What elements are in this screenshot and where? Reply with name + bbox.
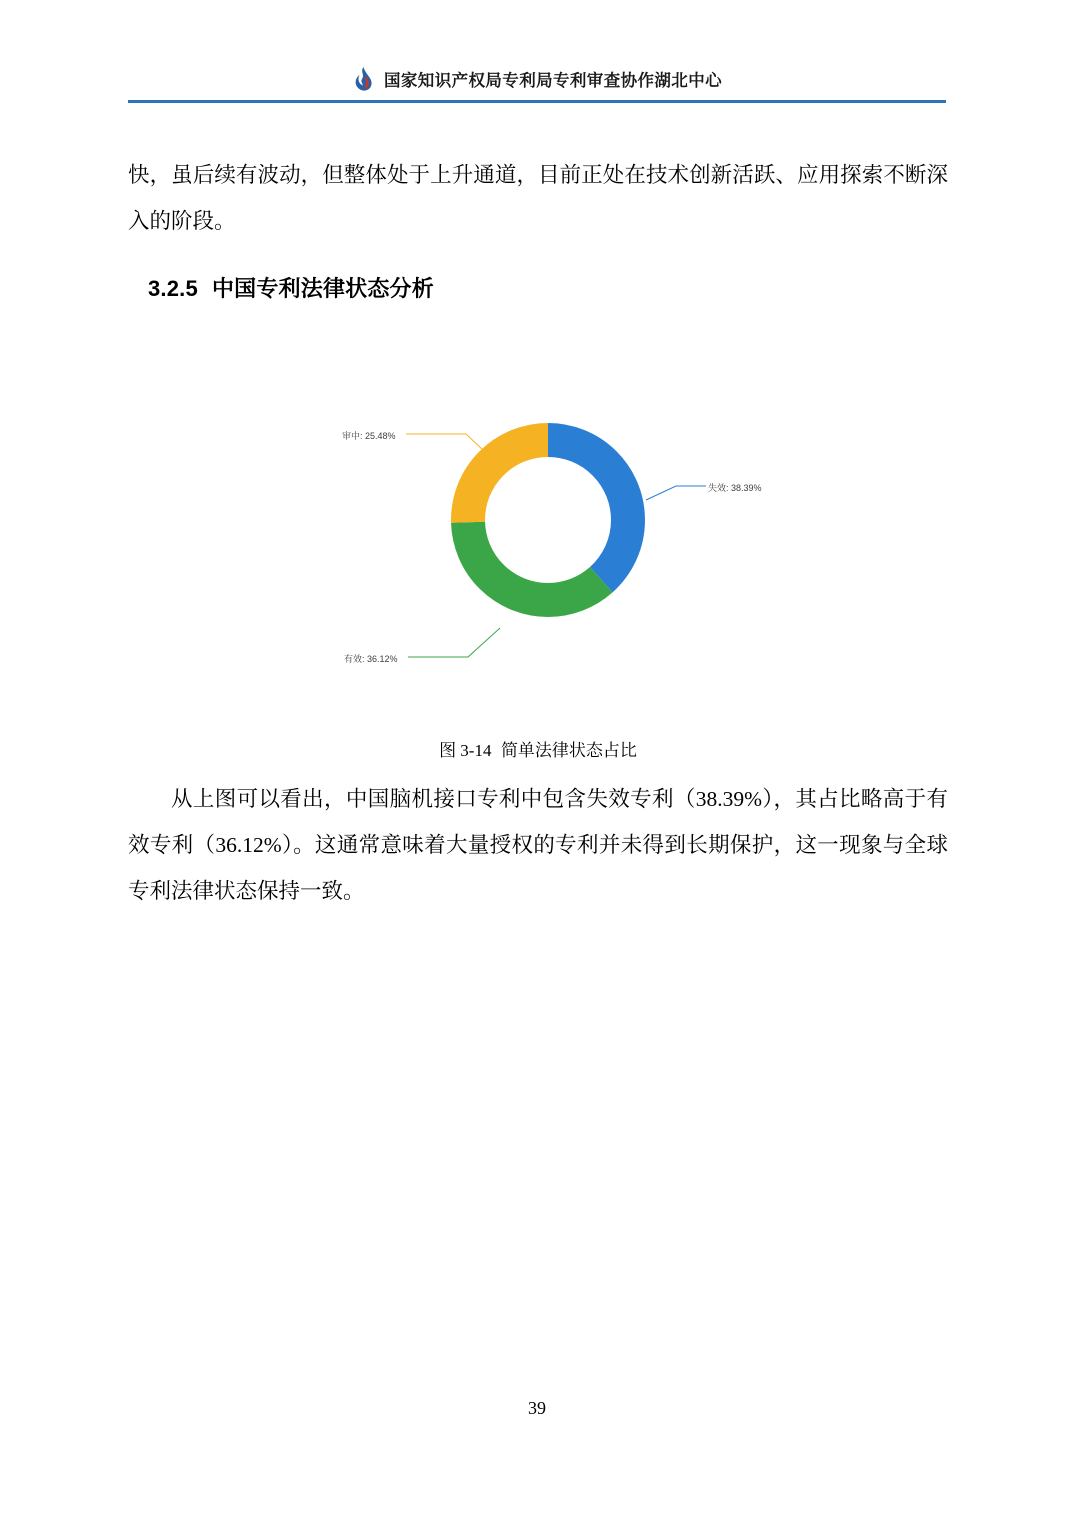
header-inner bbox=[128, 62, 946, 96]
flame-logo-icon bbox=[352, 66, 374, 92]
donut-graphic bbox=[448, 420, 648, 620]
paragraph-analysis: 从上图可以看出，中国脑机接口专利中包含失效专利（38.39%），其占比略高于有效专利（36.12%）。这通常意味着大量授权的专利并未得到长期保护，这一现象与全球专利法律状态保持一致。 bbox=[128, 787, 948, 903]
section-heading bbox=[148, 272, 434, 303]
section-title: 中国专利法律状态分析 bbox=[211, 276, 434, 301]
page-header bbox=[128, 62, 946, 108]
figure-caption bbox=[128, 736, 948, 761]
page-number: 39 bbox=[528, 1398, 546, 1418]
section-number: 3.2.5 bbox=[148, 276, 198, 301]
figure-caption-number: 图 3-14 bbox=[439, 741, 492, 760]
header-title: 国家知识产权局专利局专利审查协作湖北中心 bbox=[384, 72, 722, 90]
figure-donut-chart bbox=[128, 360, 948, 720]
donut-label-examining: 审中: 25.48% bbox=[342, 431, 396, 441]
donut-label-invalid: 失效: 38.39% bbox=[708, 483, 762, 493]
donut-label-valid: 有效: 36.12% bbox=[344, 654, 398, 664]
figure-caption-text: 简单法律状态占比 bbox=[500, 741, 637, 760]
header-divider bbox=[128, 100, 946, 103]
paragraph-intro: 快，虽后续有波动，但整体处于上升通道，目前正处在技术创新活跃、应用探索不断深入的阶段。 bbox=[128, 163, 948, 233]
